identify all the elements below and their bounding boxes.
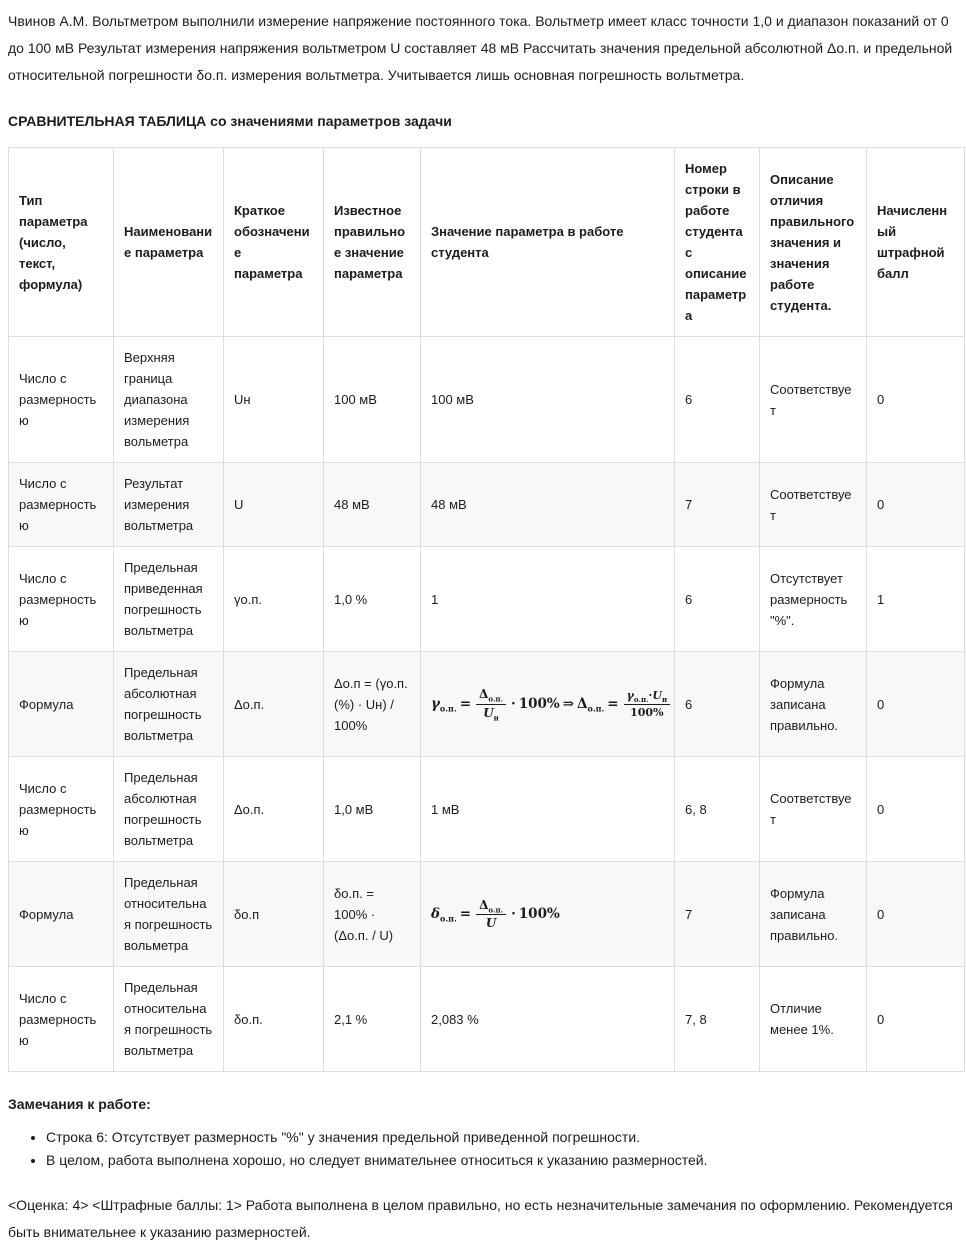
- cell-param-type: Формула: [9, 652, 114, 757]
- cell-param-symbol: U: [224, 463, 324, 547]
- cell-penalty: 0: [867, 967, 965, 1072]
- cell-param-type: Формула: [9, 862, 114, 967]
- remarks-list: [8, 1126, 958, 1172]
- header-penalty: Начисленный штрафной балл: [867, 148, 965, 337]
- cell-line-number: 6: [675, 652, 760, 757]
- cell-difference: Формула записана правильно.: [760, 862, 867, 967]
- cell-line-number: 7: [675, 463, 760, 547]
- cell-param-name: Предельная приведенная погрешность вольтметра: [114, 547, 224, 652]
- header-param-name: Наименование параметра: [114, 148, 224, 337]
- cell-student-value: 2,083 %: [421, 967, 675, 1072]
- cell-penalty: 0: [867, 652, 965, 757]
- table-header-row: [9, 148, 965, 337]
- cell-penalty: 0: [867, 862, 965, 967]
- cell-line-number: 7: [675, 862, 760, 967]
- cell-param-name: Предельная абсолютная погрешность вольтметра: [114, 652, 224, 757]
- table-row: [9, 463, 965, 547]
- cell-param-symbol: Δо.п.: [224, 652, 324, 757]
- cell-correct-value: 100 мВ: [324, 337, 421, 463]
- cell-param-name: Результат измерения вольтметра: [114, 463, 224, 547]
- cell-penalty: 0: [867, 757, 965, 862]
- table-title: СРАВНИТЕЛЬНАЯ ТАБЛИЦА со значениями параметров задачи: [8, 113, 452, 129]
- cell-param-type: Число с размерностью: [9, 757, 114, 862]
- table-row: [9, 652, 965, 757]
- remark-item: • В целом, работа выполнена хорошо, но следует внимательнее относиться к указанию размерностей.: [46, 1149, 958, 1172]
- cell-student-value: 100 мВ: [421, 337, 675, 463]
- cell-student-value: 1: [421, 547, 675, 652]
- cell-penalty: 0: [867, 463, 965, 547]
- intro-paragraph: Чвинов А.М. Вольтметром выполнили измерение напряжение постоянного тока. Вольтметр имеет класс точности 1,0 и диапазон показаний от 0 до 100 мВ Результат измерения напряжения вольтметром U составляет 48 мВ Рассчитать значения предельной абсолютной Δо.п. и предельной относительной погрешности δо.п. измерения вольтметра. Учитывается лишь основная погрешность вольтметра.: [8, 13, 953, 83]
- cell-difference: Отсутствует размерность "%".: [760, 547, 867, 652]
- comparison-table: [8, 147, 965, 1072]
- cell-param-type: Число с размерностью: [9, 967, 114, 1072]
- cell-difference: Соответствует: [760, 463, 867, 547]
- cell-param-symbol: δо.п: [224, 862, 324, 967]
- cell-correct-value: 1,0 мВ: [324, 757, 421, 862]
- header-param-type: Тип параметра (число, текст, формула): [9, 148, 114, 337]
- table-row: [9, 967, 965, 1072]
- cell-line-number: 7, 8: [675, 967, 760, 1072]
- cell-difference: Отличие менее 1%.: [760, 967, 867, 1072]
- cell-param-type: Число с размерностью: [9, 337, 114, 463]
- cell-student-value: 1 мВ: [421, 757, 675, 862]
- cell-student-value: [421, 862, 675, 967]
- cell-param-symbol: δо.п.: [224, 967, 324, 1072]
- table-row: [9, 337, 965, 463]
- cell-correct-value: 1,0 %: [324, 547, 421, 652]
- cell-difference: Формула записана правильно.: [760, 652, 867, 757]
- cell-param-symbol: Δо.п.: [224, 757, 324, 862]
- cell-param-symbol: Uн: [224, 337, 324, 463]
- cell-student-value: 48 мВ: [421, 463, 675, 547]
- table-row: [9, 757, 965, 862]
- cell-difference: Соответствует: [760, 337, 867, 463]
- cell-line-number: 6, 8: [675, 757, 760, 862]
- cell-student-value: [421, 652, 675, 757]
- table-row: [9, 862, 965, 967]
- header-difference: Описание отличия правильного значения и значения работе студента.: [760, 148, 867, 337]
- remark-item: • Строка 6: Отсутствует размерность "%" у значения предельной приведенной погрешности.: [46, 1126, 958, 1149]
- final-assessment: <Оценка: 4> <Штрафные баллы: 1> Работа выполнена в целом правильно, но есть незначительные замечания по оформлению. Рекомендуется быть внимательнее к указанию размерностей.: [8, 1197, 953, 1240]
- header-student-value: Значение параметра в работе студента: [421, 148, 675, 337]
- cell-param-name: Предельная относительная погрешность вольтметра: [114, 967, 224, 1072]
- absolute-error-formula: $\gamma_{о.п.}$ = $\frac{\Delta_{о.п.}}{U_н}$ · 100% ⇒ $\Delta_{о.п.}$ = $\frac{\gamma_{о.п.}\cdot U_н}{100\%}$: [431, 696, 672, 712]
- cell-param-name: Верхняя граница диапазона измерения вольметра: [114, 337, 224, 463]
- cell-param-type: Число с размерностью: [9, 547, 114, 652]
- cell-param-name: Предельная относительная погрешность вольметра: [114, 862, 224, 967]
- relative-error-formula: $\delta_{о.п.}$ = $\frac{\Delta_{о.п.}}{U}$ · 100%: [431, 897, 560, 930]
- remarks-title: Замечания к работе:: [8, 1096, 151, 1112]
- cell-param-symbol: γо.п.: [224, 547, 324, 652]
- cell-param-name: Предельная абсолютная погрешность вольтметра: [114, 757, 224, 862]
- cell-correct-value: 48 мВ: [324, 463, 421, 547]
- table-row: [9, 547, 965, 652]
- cell-difference: Соответствует: [760, 757, 867, 862]
- cell-penalty: 1: [867, 547, 965, 652]
- header-param-symbol: Краткое обозначение параметра: [224, 148, 324, 337]
- cell-correct-value: 2,1 %: [324, 967, 421, 1072]
- cell-param-type: Число с размерностью: [9, 463, 114, 547]
- cell-line-number: 6: [675, 547, 760, 652]
- header-correct-value: Известное правильное значение параметра: [324, 148, 421, 337]
- cell-line-number: 6: [675, 337, 760, 463]
- cell-penalty: 0: [867, 337, 965, 463]
- cell-correct-value: δо.п. = 100% · (Δо.п. / U): [324, 862, 421, 967]
- cell-correct-value: Δо.п = (γо.п. (%) · Uн) / 100%: [324, 652, 421, 757]
- header-line-number: Номер строки в работе студента с описание параметра: [675, 148, 760, 337]
